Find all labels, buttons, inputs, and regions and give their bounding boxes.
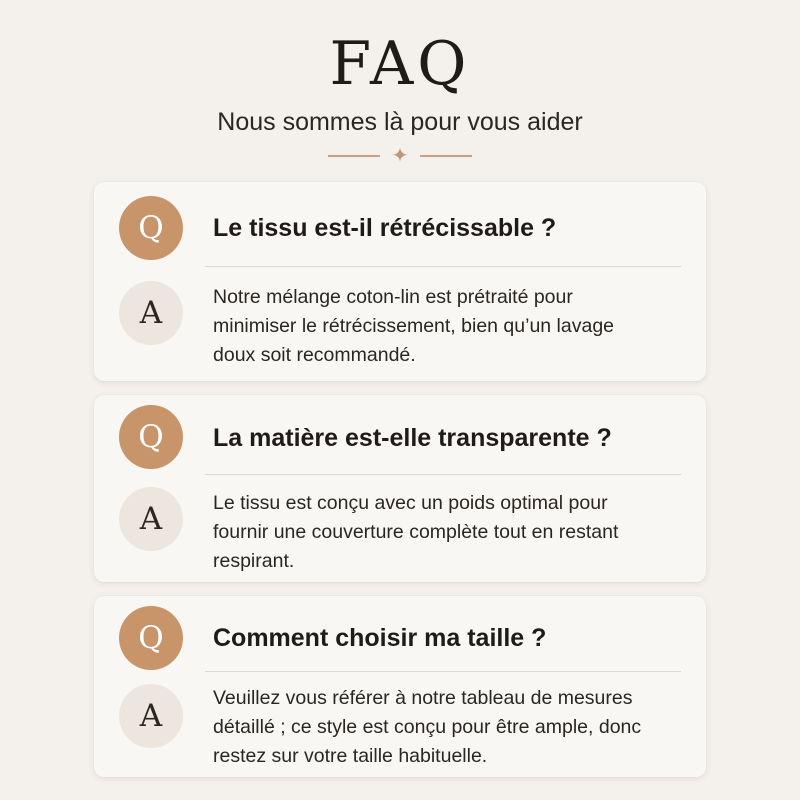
faq-separator	[205, 266, 681, 267]
faq-card-shrinkage	[94, 182, 706, 381]
faq-question: Comment choisir ma taille ?	[213, 624, 547, 652]
question-badge: Q	[119, 606, 183, 670]
answer-line: Veuillez vous référer à notre tableau de mesures	[213, 687, 633, 709]
answer-badge: A	[119, 281, 183, 345]
answer-line: Notre mélange coton-lin est prétraité pour	[213, 286, 573, 308]
answer-line: Le tissu est conçu avec un poids optimal pour	[213, 492, 608, 514]
sparkle-icon: ✦	[391, 143, 409, 167]
ornamental-divider	[328, 143, 472, 167]
faq-answer	[213, 684, 683, 771]
faq-card-sizing	[94, 596, 706, 777]
answer-badge: A	[119, 487, 183, 551]
answer-line: fournir une couverture complète tout en restant	[213, 521, 619, 543]
answer-line: détaillé ; ce style est conçu pour être ample, donc	[213, 716, 642, 738]
page-subtitle: Nous sommes là pour vous aider	[217, 108, 583, 136]
faq-answer	[213, 489, 683, 576]
page-title: FAQ	[329, 29, 471, 99]
answer-line: doux soit recommandé.	[213, 344, 416, 366]
answer-badge: A	[119, 684, 183, 748]
faq-question: La matière est-elle transparente ?	[213, 424, 612, 452]
faq-separator	[205, 671, 681, 672]
answer-line: respirant.	[213, 550, 295, 572]
faq-separator	[205, 474, 681, 475]
faq-answer	[213, 283, 683, 370]
answer-line: minimiser le rétrécissement, bien qu’un lavage	[213, 315, 615, 337]
faq-question: Le tissu est-il rétrécissable ?	[213, 214, 557, 242]
answer-line: restez sur votre taille habituelle.	[213, 745, 488, 767]
question-badge: Q	[119, 405, 183, 469]
divider-line-left	[328, 155, 380, 157]
faq-card-transparency	[94, 395, 706, 582]
question-badge: Q	[119, 196, 183, 260]
faq-header	[0, 0, 800, 175]
divider-line-right	[420, 155, 472, 157]
